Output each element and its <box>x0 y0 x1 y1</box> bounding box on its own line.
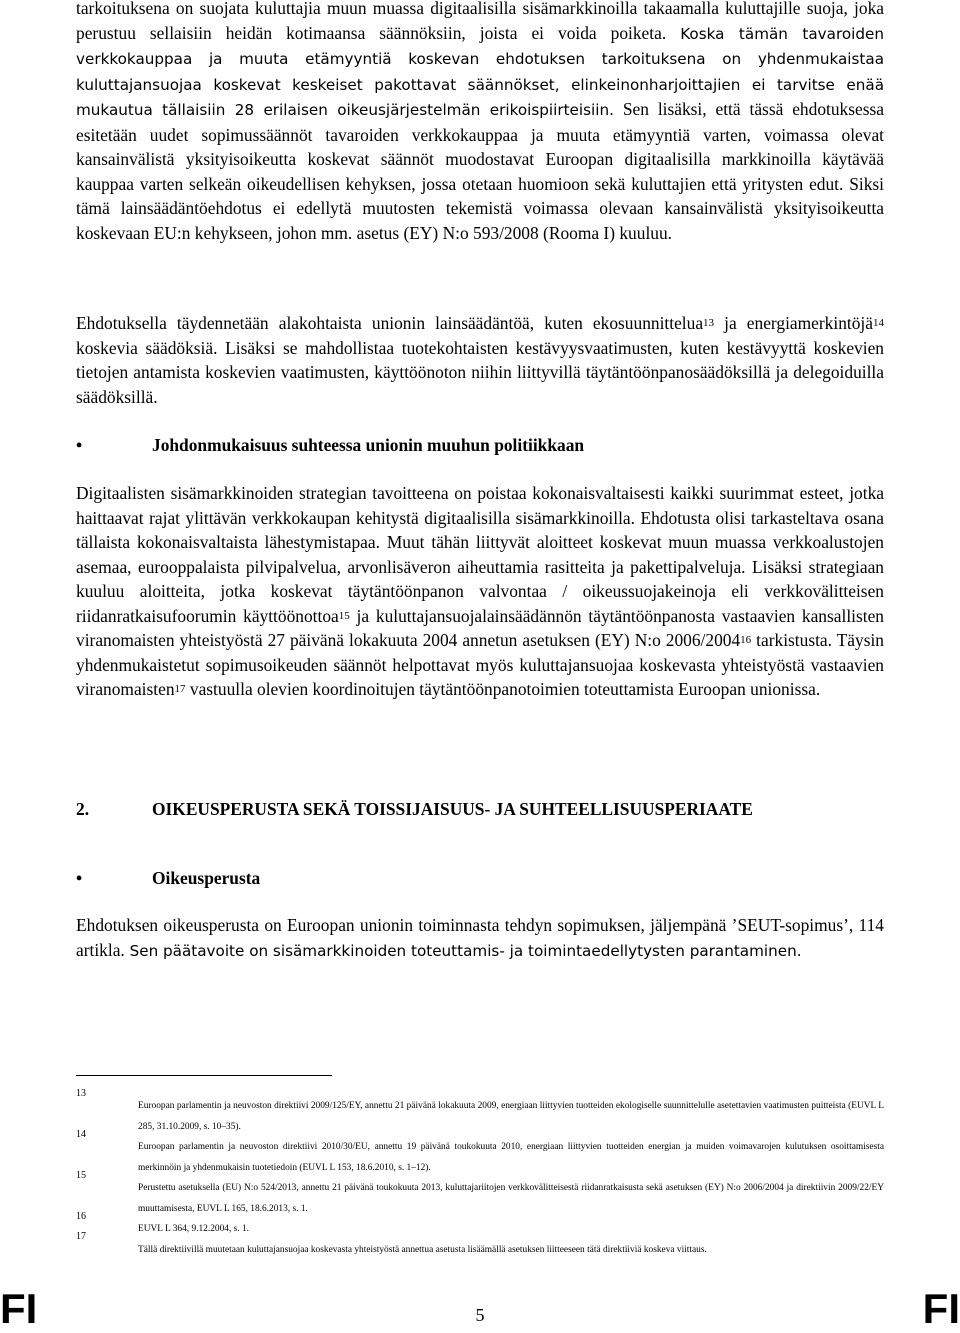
footnote-13-text: Euroopan parlamentin ja neuvoston direktiivi 2009/125/EY, annettu 21 päivänä lokakuuta 2009, energiaan liittyvien tuotteiden ekologiselle suunnittelulle asetettavien vaatimusten puitteista (EUVL L 285, 31.10.2009, s. 10–35). <box>138 1101 884 1132</box>
paragraph-digital-single-market <box>76 481 884 702</box>
footnotes <box>138 1096 884 1260</box>
section-number: 2. <box>76 799 90 819</box>
section-title: OIKEUSPERUSTA SEKÄ TOISSIJAISUUS- JA SUHTEELLISUUSPERIAATE <box>152 799 753 819</box>
para4-text-b: Sen päätavoite on sisämarkkinoiden toteuttamis- ja toimintaedellytysten parantaminen. <box>124 941 802 960</box>
para3-text-c: tarkistusta. Täysin yhdenmukaistetut sopimusoikeuden säännöt helpottavat myös kuluttajansuojaa koskevasta yhteistyöstä vastaavien viranomaisten <box>76 630 884 699</box>
footnote-ref-14[interactable]: 14 <box>872 317 884 329</box>
footnote-ref-13[interactable]: 13 <box>703 317 715 329</box>
para2-text-a: Ehdotuksella täydennetään alakohtaista unionin lainsäädäntöä, kuten ekosuunnittelua <box>76 313 704 333</box>
footnote-divider <box>76 1075 332 1076</box>
footnote-14-text: Euroopan parlamentin ja neuvoston direktiivi 2010/30/EU, annettu 19 päivänä toukokuuta 2010, energiaan liittyvien tuotteiden energian ja muiden voimavarojen kulutuksen osoittamisesta merkinnöin ja yhdenmukaisin tuotetiedoin (EUVL L 153, 18.6.2010, s. 1–12). <box>138 1142 884 1173</box>
subheading-title: Oikeusperusta <box>152 868 261 888</box>
paragraph-legal-basis <box>76 913 884 963</box>
para3-text-b: ja kuluttajansuojalainsäädännön täytäntöönpanosta vastaavien kansallisten viranomaisten yhteistyöstä 27 päivänä lokakuuta 2004 annetun asetuksen (EY) N:o 2006/2004 <box>76 605 884 650</box>
para2-text-b: ja energiamerkintöjä <box>714 313 873 333</box>
bullet-icon: • <box>76 868 83 888</box>
para4-text-a: Ehdotuksen oikeusperusta on Euroopan unionin toiminnasta tehdyn sopimuksen, jäljempänä ’SEUT-sopimus’, 114 artikla. <box>76 915 884 960</box>
footnote-number: 13 <box>76 1088 86 1099</box>
footnote-ref-16[interactable]: 16 <box>740 634 752 646</box>
footer-language-left: FI <box>0 1285 38 1332</box>
footnote-number: 17 <box>76 1231 86 1242</box>
paragraph-consumer-protection <box>76 0 884 245</box>
para1-line-a: tarkoituksena on suojata kuluttajia muun muassa digitaalisilla sisämarkkinoilla takaamalla kuluttajille suoja, joka perustuu sellaisiin heidän kotimaansa säännöksiin, joista ei voida poiketa. <box>76 0 884 43</box>
footnote-16-text: EUVL L 364, 9.12.2004, s. 1. <box>138 1224 250 1234</box>
bullet-icon: • <box>76 435 83 455</box>
para1-line-b: Koska tämän tavaroiden verkkokauppaa ja muuta etämyyntiä koskevan ehdotuksen tarkoituksena on yhdenmukaistaa kuluttajansuojaa koskevat keskeiset pakottavat säännökset, elinkeinonharjoittajien ei tarvitse enää mukautua tällaisiin 28 erilaisen oikeusjärjestelmän erikoispiirteisiin. <box>76 24 884 119</box>
para2-text-c: koskevia säädöksiä. Lisäksi se mahdollistaa tuotekohtaisten kestävyysvaatimusten, kuten kestävyyttä koskevien tietojen antamista koskevien vaatimusten, käyttöönoton niihin liittyvillä täytäntöönpanosäädöksillä ja delegoiduilla säädöksillä. <box>76 337 884 407</box>
paragraph-sectoral-legislation <box>76 311 884 409</box>
subheading-title: Johdonmukaisuus suhteessa unionin muuhun politiikkaan <box>152 435 585 455</box>
footer-language-right: FI <box>922 1285 960 1332</box>
para3-text-a: Digitaalisten sisämarkkinoiden strategian tavoitteena on poistaa kokonaisvaltaisesti kaikki suurimmat esteet, jotka haittaavat rajat ylittävän verkkokaupan kehitystä digitaalisilla sisämarkkinoilla. Ehdotusta olisi tarkasteltava osana tällaista kokonaisvaltaista lähestymistapaa. Muut tähän liittyvät aloitteet koskevat muun muassa verkkoalustojen asemaa, eurooppalaista pilvipalvelua, arvonlisäveron aiheuttamia rasitteita ja pakettipalveluja. Lisäksi strategiaan kuuluu aloitteita, jotka koskevat täytäntöönpanon valvontaa / oikeussuojakeinoja eli verkkovälitteisen riidanratkaisufoorumin käyttöönottoa <box>76 483 884 626</box>
footnote-15-text: Perustettu asetuksella (EU) N:o 524/2013, annettu 21 päivänä toukokuuta 2013, kuluttajariitojen verkkovälitteisestä riidanratkaisusta sekä asetuksen (EY) N:o 2006/2004 ja direktiivin 2009/22/EY muuttamisesta, EUVL L 165, 18.6.2013, s. 1. <box>138 1183 884 1214</box>
footnote-number: 16 <box>76 1211 86 1222</box>
footnote-ref-17[interactable]: 17 <box>174 683 186 695</box>
footnote-number: 15 <box>76 1170 86 1181</box>
footnote-number: 14 <box>76 1129 86 1140</box>
para1-line-c: Sen lisäksi, että tässä ehdotuksessa esitetään uudet sopimussäännöt tavaroiden verkkokauppaa ja muuta etämyyntiä varten, voimassa olevat kansainvälistä yksityisoikeutta koskevat säännöt muodostavat Euroopan digitaalisilla markkinoilla käytävää kauppaa varten selkeän oikeudellisen kehyksen, jossa otetaan huomioon sekä kuluttajien että yritysten edut. Siksi tämä lainsäädäntöehdotus ei edellytä muutosten tekemistä voimassa olevaan kansainvälistä yksityisoikeutta koskevaan EU:n kehykseen, johon mm. asetus (EY) N:o 593/2008 (Rooma I) kuuluu. <box>76 99 884 243</box>
page-number: 5 <box>475 1305 485 1325</box>
footnote-ref-15[interactable]: 15 <box>338 609 350 622</box>
footnote-17-text: Tällä direktiivillä muutetaan kuluttajansuojaa koskevasta yhteistyöstä annettua asetusta lisäämällä asetuksen liitteeseen tätä direktiiviä koskeva viittaus. <box>138 1244 707 1255</box>
para3-text-d: vastuulla olevien koordinoitujen täytäntöönpanotoimien toteuttamista Euroopan unionissa. <box>185 679 821 699</box>
